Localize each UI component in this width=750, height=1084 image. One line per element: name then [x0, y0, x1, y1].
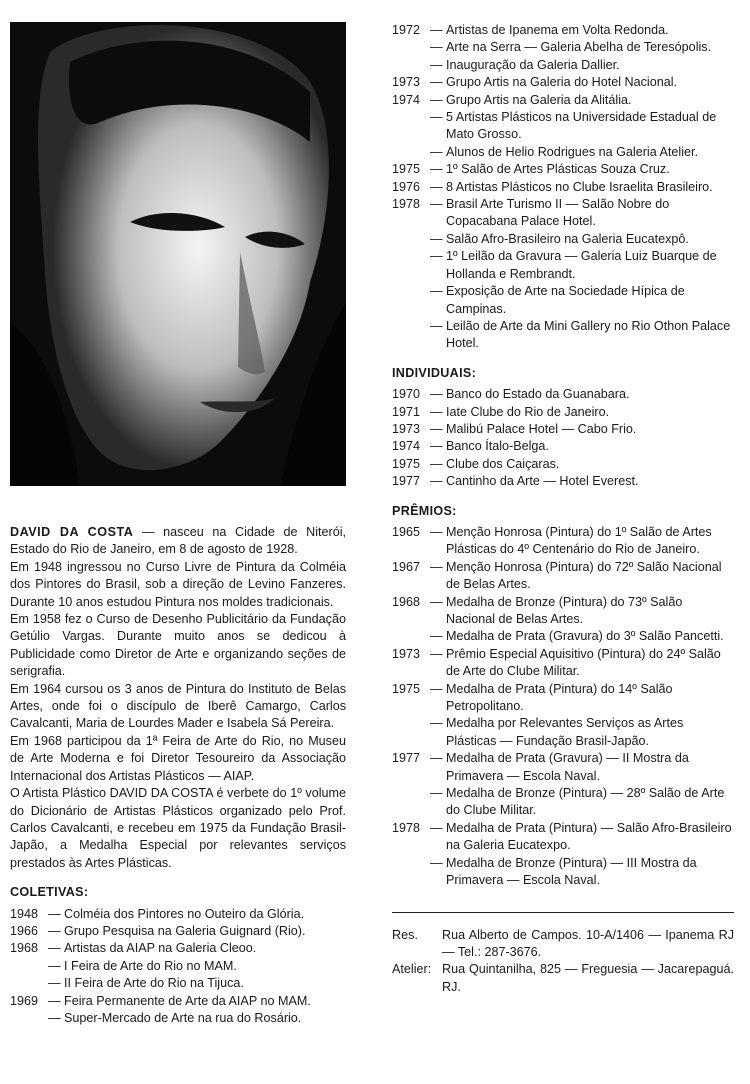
entry-text: Grupo Pesquisa na Galeria Guignard (Rio). — [64, 923, 306, 938]
entry-year: 1974 — [392, 92, 421, 107]
residence-address — [392, 927, 734, 962]
individuais-heading: INDIVIDUAIS: — [392, 365, 477, 380]
list-item — [392, 161, 734, 178]
list-item — [392, 57, 734, 74]
entry-text: Inauguração da Galeria Dallier. — [446, 57, 620, 72]
left-column — [10, 22, 346, 1027]
entry-dash: — — [430, 751, 443, 766]
list-item — [10, 958, 346, 975]
entry-text: Medalha de Prata (Pintura) do 14º Salão Petropolitano. — [446, 681, 673, 714]
entry-text: Medalha de Prata (Pintura) — Salão Afro-Brasileiro na Galeria Eucatexpo. — [446, 820, 732, 853]
list-item — [392, 855, 734, 890]
list-item — [392, 386, 734, 403]
entry-year: 1972 — [392, 23, 421, 37]
entry-text: Clube dos Caiçaras. — [446, 456, 560, 471]
entry-dash: — — [430, 162, 443, 177]
entry-year: 1948 — [10, 906, 39, 921]
list-item — [392, 681, 734, 716]
entry-dash: — — [430, 439, 443, 454]
entry-year — [10, 958, 48, 975]
entry-text: Prêmio Especial Aquisitivo (Pintura) do 24º Salão de Arte do Clube Militar. — [446, 646, 721, 679]
atelier-address — [392, 961, 734, 996]
entry-text: Arte na Serra — Galeria Abelha de Teresópolis. — [446, 40, 712, 55]
portrait-shading — [10, 22, 346, 486]
list-item — [392, 179, 734, 196]
entry-dash: — — [430, 387, 443, 402]
entry-text: Grupo Artis na Galeria do Hotel Nacional. — [446, 75, 678, 90]
entry-dash: — — [430, 23, 443, 37]
entry-dash: — — [430, 110, 443, 125]
entry-text: Medalha de Bronze (Pintura) — III Mostra da Primavera — Escola Naval. — [446, 855, 697, 888]
bio-paragraph-3: Em 1958 fez o Curso de Desenho Publicitário da Fundação Getúlio Vargas. Durante muito anos se dedicou à Publicidade como Diretor de Arte e organizando seções de serigrafia. — [10, 612, 346, 679]
list-item — [392, 559, 734, 594]
entry-dash: — — [430, 40, 443, 55]
list-item — [392, 421, 734, 438]
entry-text: II Feira de Arte do Rio na Tijuca. — [64, 976, 244, 991]
list-item — [392, 524, 734, 559]
entry-year — [10, 975, 48, 992]
list-item — [392, 144, 734, 161]
list-item — [392, 820, 734, 855]
entry-year: 1968 — [392, 594, 421, 609]
entry-dash: — — [430, 92, 443, 107]
entry-dash: — — [430, 231, 443, 246]
entry-year: 1965 — [392, 524, 421, 539]
divider — [392, 912, 734, 913]
list-item — [392, 438, 734, 455]
entry-text: Salão Afro-Brasileiro na Galeria Eucatexpô. — [446, 231, 689, 246]
entry-year: 1968 — [10, 941, 39, 956]
entry-year: 1975 — [392, 681, 421, 696]
list-item — [392, 92, 734, 109]
entry-dash: — — [48, 941, 61, 956]
entry-text: Alunos de Helio Rodrigues na Galeria Atelier. — [446, 144, 699, 159]
entry-year: 1978 — [392, 820, 421, 835]
entry-text: Grupo Artis na Galeria da Alitália. — [446, 92, 632, 107]
entry-year — [392, 231, 430, 248]
residence-label: Res. — [392, 927, 418, 942]
bio-paragraph-1: DAVID DA COSTA — nasceu na Cidade de Niterói, Estado do Rio de Janeiro, em 8 de agosto de 1928. — [10, 525, 346, 557]
entry-text: Medalha de Bronze (Pintura) — 28º Salão de Arte do Clube Militar. — [446, 786, 725, 818]
entry-dash: — — [430, 421, 443, 436]
entry-year — [10, 1010, 48, 1027]
entry-text: Menção Honrosa (Pintura) do 72º Salão Nacional de Belas Artes. — [446, 559, 722, 592]
premios-heading: PRÊMIOS: — [392, 503, 457, 518]
entry-dash: — — [430, 144, 443, 159]
entry-year: 1970 — [392, 387, 421, 402]
entry-year: 1978 — [392, 197, 421, 212]
entry-year: 1967 — [392, 559, 421, 574]
entry-year: 1969 — [10, 993, 39, 1008]
entry-dash: — — [430, 456, 443, 471]
list-item — [392, 22, 734, 39]
entry-year: 1973 — [392, 75, 421, 90]
entry-year: 1971 — [392, 404, 421, 419]
coletivas-heading: COLETIVAS: — [10, 885, 89, 900]
list-item — [10, 940, 346, 957]
list-item — [392, 750, 734, 785]
entry-year: 1977 — [392, 751, 421, 766]
entry-dash: — — [430, 594, 443, 609]
entry-year — [392, 628, 430, 645]
entry-text: Banco do Estado da Guanabara. — [446, 387, 630, 402]
entry-dash: — — [430, 681, 443, 696]
entry-dash: — — [48, 976, 61, 991]
list-item — [392, 715, 734, 750]
entry-text: 1º Salão de Artes Plásticas Souza Cruz. — [446, 162, 670, 177]
entry-dash: — — [430, 855, 443, 870]
premios-list — [392, 524, 734, 890]
coletivas-list-right — [392, 22, 734, 353]
entry-dash: — — [430, 629, 443, 644]
entry-year — [392, 39, 430, 56]
list-item — [392, 318, 734, 353]
entry-text: Medalha de Bronze (Pintura) do 73º Salão Nacional de Belas Artes. — [446, 594, 683, 626]
entry-dash: — — [430, 559, 443, 574]
entry-dash: — — [430, 820, 443, 835]
entry-year: 1975 — [392, 162, 421, 177]
entry-year: 1974 — [392, 439, 421, 454]
entry-dash: — — [430, 284, 443, 299]
atelier-text: Rua Quintanilha, 825 — Freguesia — Jacarepaguá. RJ. — [442, 962, 734, 994]
entry-year — [392, 785, 430, 820]
atelier-label: Atelier: — [392, 962, 432, 977]
entry-dash: — — [430, 197, 443, 212]
artist-portrait-photo — [10, 22, 346, 486]
entry-text: 8 Artistas Plásticos no Clube Israelita Brasileiro. — [446, 179, 713, 194]
entry-dash: — — [430, 75, 443, 90]
entry-text: Brasil Arte Turismo II — Salão Nobre do Copacabana Palace Hotel. — [446, 197, 670, 229]
list-item — [392, 109, 734, 144]
entry-dash: — — [430, 474, 443, 489]
coletivas-list-left — [10, 906, 346, 1028]
entry-year — [392, 248, 430, 283]
entry-dash: — — [48, 1010, 61, 1025]
list-item — [10, 906, 346, 923]
entry-dash: — — [48, 958, 61, 973]
entry-text: Artistas da AIAP na Galeria Cleoo. — [64, 941, 257, 956]
list-item — [392, 248, 734, 283]
entry-text: Menção Honrosa (Pintura) do 1º Salão de Artes Plásticas do 4º Centenário do Rio de Janeiro. — [446, 524, 712, 557]
entry-dash: — — [430, 646, 443, 661]
entry-year — [392, 855, 430, 890]
entry-dash: — — [430, 249, 443, 264]
entry-year: 1976 — [392, 179, 421, 194]
biography — [10, 524, 346, 872]
entry-text: Colméia dos Pintores no Outeiro da Glória. — [64, 906, 305, 921]
entry-text: Medalha de Prata (Gravura) do 3º Salão Pancetti. — [446, 629, 724, 644]
entry-text: 5 Artistas Plásticos na Universidade Estadual de Mato Grosso. — [446, 110, 717, 142]
entry-year — [392, 283, 430, 318]
list-item — [392, 473, 734, 490]
list-item — [392, 646, 734, 681]
entry-text: Exposição de Arte na Sociedade Hípica de Campinas. — [446, 284, 685, 316]
entry-text: Feira Permanente de Arte da AIAP no MAM. — [64, 993, 311, 1008]
artist-name: DAVID DA COSTA — [10, 525, 134, 539]
bio-paragraph-5: Em 1968 participou da 1ª Feira de Arte do Rio, no Museu de Arte Moderna e foi Diretor Tesoureiro da Associação Internacional dos Artistas Plásticos — AIAP. — [10, 733, 346, 783]
entry-year: 1966 — [10, 923, 39, 938]
entry-dash: — — [48, 906, 61, 921]
entry-year — [392, 57, 430, 74]
list-item — [392, 39, 734, 56]
list-item — [392, 785, 734, 820]
entry-year — [392, 318, 430, 353]
residence-text: Rua Alberto de Campos. 10-A/1406 — Ipanema RJ — Tel.: 287-3676. — [442, 927, 734, 959]
entry-year: 1973 — [392, 646, 421, 661]
entry-year — [392, 109, 430, 144]
list-item — [10, 993, 346, 1010]
entry-text: Banco Ítalo-Belga. — [446, 439, 549, 454]
entry-year — [392, 715, 430, 750]
list-item — [392, 628, 734, 645]
list-item — [392, 74, 734, 91]
list-item — [392, 196, 734, 231]
bio-paragraph-2: Em 1948 ingressou no Curso Livre de Pintura da Colméia dos Pintores do Brasil, sob a direção de Levino Fanzeres. Durante 10 anos estudou Pintura nos moldes tradicionais. — [10, 559, 346, 609]
right-column — [392, 22, 734, 996]
list-item — [392, 456, 734, 473]
entry-dash: — — [430, 524, 443, 539]
individuais-list — [392, 386, 734, 490]
list-item — [10, 923, 346, 940]
entry-dash: — — [48, 993, 61, 1008]
list-item — [10, 975, 346, 992]
entry-dash: — — [48, 923, 61, 938]
entry-year — [392, 144, 430, 161]
list-item — [392, 283, 734, 318]
entry-text: Artistas de Ipanema em Volta Redonda. — [446, 23, 669, 37]
entry-dash: — — [430, 786, 443, 801]
entry-text: Cantinho da Arte — Hotel Everest. — [446, 474, 639, 489]
entry-text: Iate Clube do Rio de Janeiro. — [446, 404, 610, 419]
entry-text: 1º Leilão da Gravura — Galeria Luiz Buarque de Hollanda e Rembrandt. — [446, 249, 717, 281]
entry-dash: — — [430, 318, 443, 333]
list-item — [392, 231, 734, 248]
list-item — [10, 1010, 346, 1027]
entry-text: Super-Mercado de Arte na rua do Rosário. — [64, 1010, 302, 1025]
list-item — [392, 594, 734, 629]
entry-dash: — — [430, 404, 443, 419]
entry-text: Malibú Palace Hotel — Cabo Frio. — [446, 421, 637, 436]
entry-year: 1973 — [392, 421, 421, 436]
list-item — [392, 404, 734, 421]
bio-paragraph-6: O Artista Plástico DAVID DA COSTA é verbete do 1º volume do Dicionário de Artistas Plásticos organizado pelo Prof. Carlos Cavalcanti, e recebeu em 1975 da Fundação Brasil-Japão, a Medalha Especial por relevantes serviços prestados às Artes Plásticas. — [10, 786, 346, 870]
entry-text: Medalha de Prata (Gravura) — II Mostra da Primavera — Escola Naval. — [446, 751, 689, 783]
entry-dash: — — [430, 57, 443, 72]
bio-paragraph-4: Em 1964 cursou os 3 anos de Pintura do Instituto de Belas Artes, onde foi o discípulo de Iberê Camargo, Carlos Cavalcanti, Maria de Lourdes Mader e Isabela Sá Pereira. — [10, 681, 346, 731]
entry-dash: — — [430, 179, 443, 194]
entry-text: Leilão de Arte da Mini Gallery no Rio Othon Palace Hotel. — [446, 318, 731, 351]
entry-year: 1975 — [392, 456, 421, 471]
entry-text: Medalha por Relevantes Serviços as Artes Plásticas — Fundação Brasil-Japão. — [446, 716, 684, 748]
entry-year: 1977 — [392, 474, 421, 489]
entry-dash: — — [430, 716, 443, 731]
entry-text: I Feira de Arte do Rio no MAM. — [64, 958, 237, 973]
